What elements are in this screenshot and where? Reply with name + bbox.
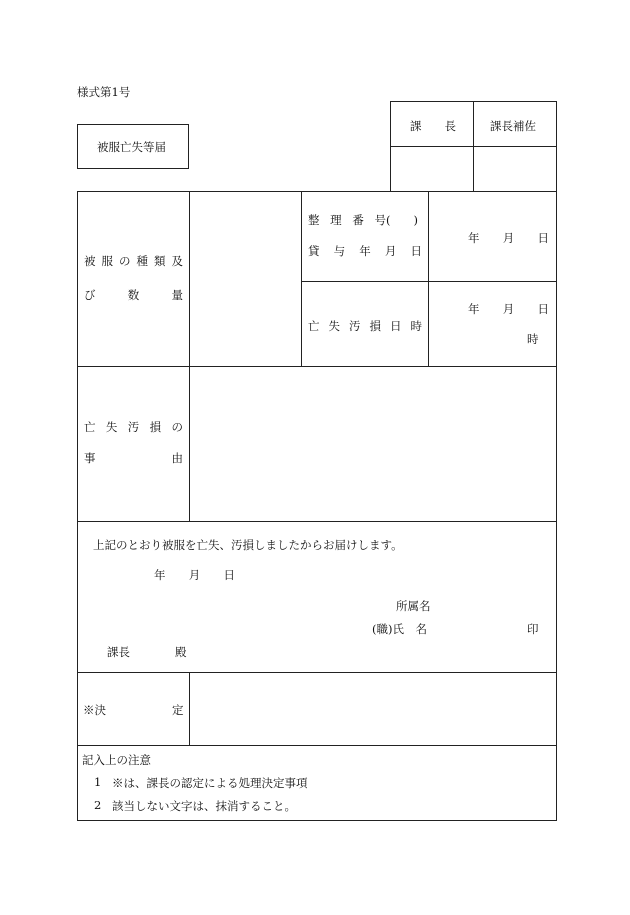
- note-2-text: 該当しない文字は、抹消すること。: [112, 799, 296, 813]
- addressee-honorific: 殿: [175, 645, 187, 659]
- name-label: (職)氏 名: [372, 622, 427, 636]
- seal-label: 印: [527, 622, 539, 636]
- note-1-text: ※は、課長の認定による処理決定事項: [112, 776, 308, 790]
- note-2-number: 2: [94, 798, 102, 812]
- clothing-label-line1: 被 服 の 種 類 及: [84, 254, 183, 268]
- statement-text: 上記のとおり被服を亡失、汚損しましたからお届けします。: [93, 538, 403, 552]
- divider-date-rows: [301, 281, 557, 282]
- form-number: 様式第1号: [77, 85, 131, 99]
- reason-label-line2: 事 由: [84, 451, 183, 465]
- approval-deputy-label: 課長補佐: [490, 119, 536, 133]
- label-col-divider-1: [189, 191, 190, 366]
- management-number-label: 整 理 番 号: [308, 213, 386, 227]
- decision-label-end: 定: [172, 703, 184, 717]
- approval-chief-label: 課 長: [410, 119, 456, 133]
- title-box: [77, 124, 189, 169]
- divider-clothing-bottom: [77, 366, 557, 367]
- value-col-divider: [301, 191, 302, 366]
- loan-date-ymd: 年 月 日: [468, 231, 549, 245]
- note-1-number: 1: [94, 775, 102, 789]
- approval-row-divider: [390, 146, 557, 147]
- decision-label: ※決: [83, 703, 106, 717]
- reason-label-line1: 亡 失 汚 損 の: [84, 420, 183, 434]
- statement-date-ymd: 年 月 日: [154, 568, 235, 582]
- divider-reason-bottom: [77, 521, 557, 522]
- label-col-divider-3: [189, 672, 190, 745]
- addressee-title: 課長: [107, 645, 130, 659]
- loan-date-label: 貸 与 年 月 日: [308, 244, 422, 258]
- main-form: [77, 191, 557, 821]
- form-title: 被服亡失等届: [97, 140, 166, 154]
- label-col-divider-2: [189, 366, 190, 521]
- loss-datetime-label: 亡 失 汚 損 日 時: [308, 319, 422, 333]
- clothing-label-line2: び 数 量: [84, 288, 183, 302]
- loss-date-ymd: 年 月 日: [468, 302, 549, 316]
- divider-statement-bottom: [77, 672, 557, 673]
- date-col-divider: [428, 191, 429, 366]
- affiliation-label: 所属名: [396, 599, 431, 613]
- notes-heading: 記入上の注意: [82, 753, 151, 767]
- management-number-paren: ( ): [386, 213, 418, 227]
- divider-decision-bottom: [77, 745, 557, 746]
- loss-hour-label: 時: [527, 332, 539, 346]
